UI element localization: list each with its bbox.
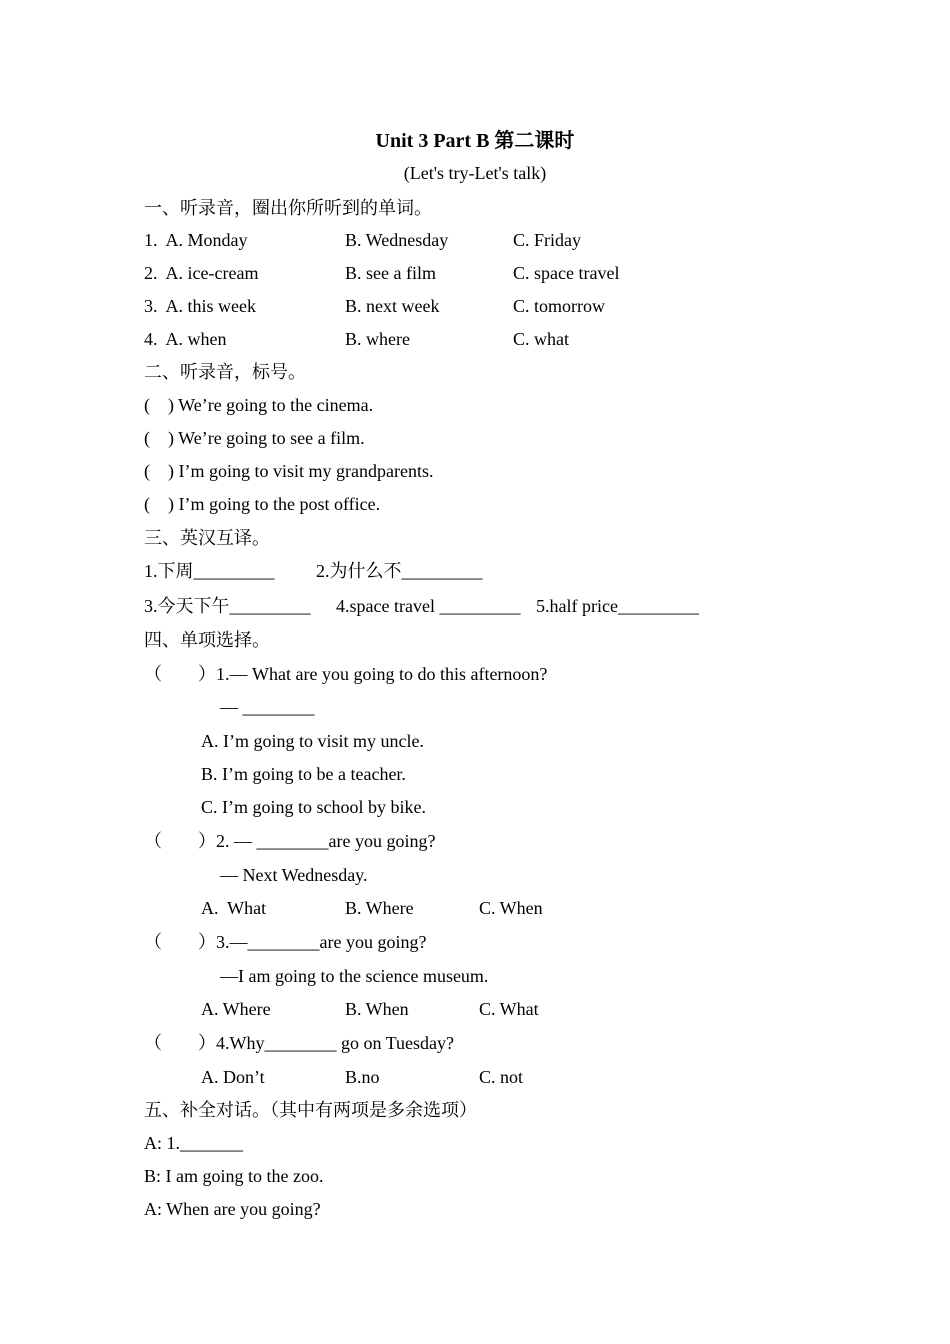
q4-option-c: C. not <box>479 1067 524 1087</box>
s3-item-4: 4.space travel _________ <box>336 596 521 616</box>
s1-row1-a: 1. A. Monday <box>144 230 248 250</box>
q2-stem: （ ）2. — ________are you going? <box>144 831 436 851</box>
s5-line-1: A: 1._______ <box>144 1133 243 1153</box>
s2-item-3: ( ) I’m going to visit my grandparents. <box>144 461 434 481</box>
s2-item-2: ( ) We’re going to see a film. <box>144 428 365 448</box>
q1-option-c: C. I’m going to school by bike. <box>201 797 426 817</box>
s1-row3-b: B. next week <box>345 296 440 316</box>
s1-row4-a: 4. A. when <box>144 329 227 349</box>
s1-row3-a: 3. A. this week <box>144 296 256 316</box>
s2-item-1: ( ) We’re going to the cinema. <box>144 395 374 415</box>
section-5-heading: 五、补全对话。（其中有两项是多余选项） <box>144 1100 477 1120</box>
q4-option-a: A. Don’t <box>201 1067 265 1087</box>
page-title: Unit 3 Part B 第二课时 <box>375 130 575 152</box>
q3-reply: —I am going to the science museum. <box>220 966 489 986</box>
s3-item-5: 5.half price_________ <box>536 596 699 616</box>
q2-reply: — Next Wednesday. <box>220 865 368 885</box>
s1-row4-b: B. where <box>345 329 410 349</box>
s1-row1-b: B. Wednesday <box>345 230 449 250</box>
section-1-heading: 一、听录音，圈出你所听到的单词。 <box>144 198 432 218</box>
q2-option-b: B. Where <box>345 898 414 918</box>
s2-item-4: ( ) I’m going to the post office. <box>144 494 381 514</box>
s1-row2-c: C. space travel <box>513 263 620 283</box>
q2-option-c: C. When <box>479 898 543 918</box>
q1-option-a: A. I’m going to visit my uncle. <box>201 731 424 751</box>
s1-row2-a: 2. A. ice-cream <box>144 263 259 283</box>
q3-option-b: B. When <box>345 999 409 1019</box>
s1-row2-b: B. see a film <box>345 263 436 283</box>
q3-option-c: C. What <box>479 999 539 1019</box>
page-subtitle: (Let's try-Let's talk) <box>403 163 547 183</box>
s5-line-2: B: I am going to the zoo. <box>144 1166 324 1186</box>
q1-stem: （ ）1.— What are you going to do this afternoon? <box>144 664 548 684</box>
s3-item-1: 1.下周_________ <box>144 561 275 581</box>
section-3-heading: 三、英汉互译。 <box>144 528 270 548</box>
s1-row1-c: C. Friday <box>513 230 582 250</box>
section-4-heading: 四、单项选择。 <box>144 630 270 650</box>
section-2-heading: 二、听录音，标号。 <box>144 362 306 382</box>
q1-reply: — ________ <box>220 697 315 717</box>
q1-option-b: B. I’m going to be a teacher. <box>201 764 406 784</box>
q2-option-a: A. What <box>201 898 267 918</box>
s3-item-2: 2.为什么不_________ <box>316 561 483 581</box>
q4-option-b: B.no <box>345 1067 380 1087</box>
q4-stem: （ ）4.Why________ go on Tuesday? <box>144 1033 454 1053</box>
q3-stem: （ ）3.—________are you going? <box>144 932 427 952</box>
s1-row3-c: C. tomorrow <box>513 296 605 316</box>
s5-line-3: A: When are you going? <box>144 1199 321 1219</box>
s1-row4-c: C. what <box>513 329 569 349</box>
s3-item-3: 3.今天下午_________ <box>144 596 311 616</box>
q3-option-a: A. Where <box>201 999 271 1019</box>
